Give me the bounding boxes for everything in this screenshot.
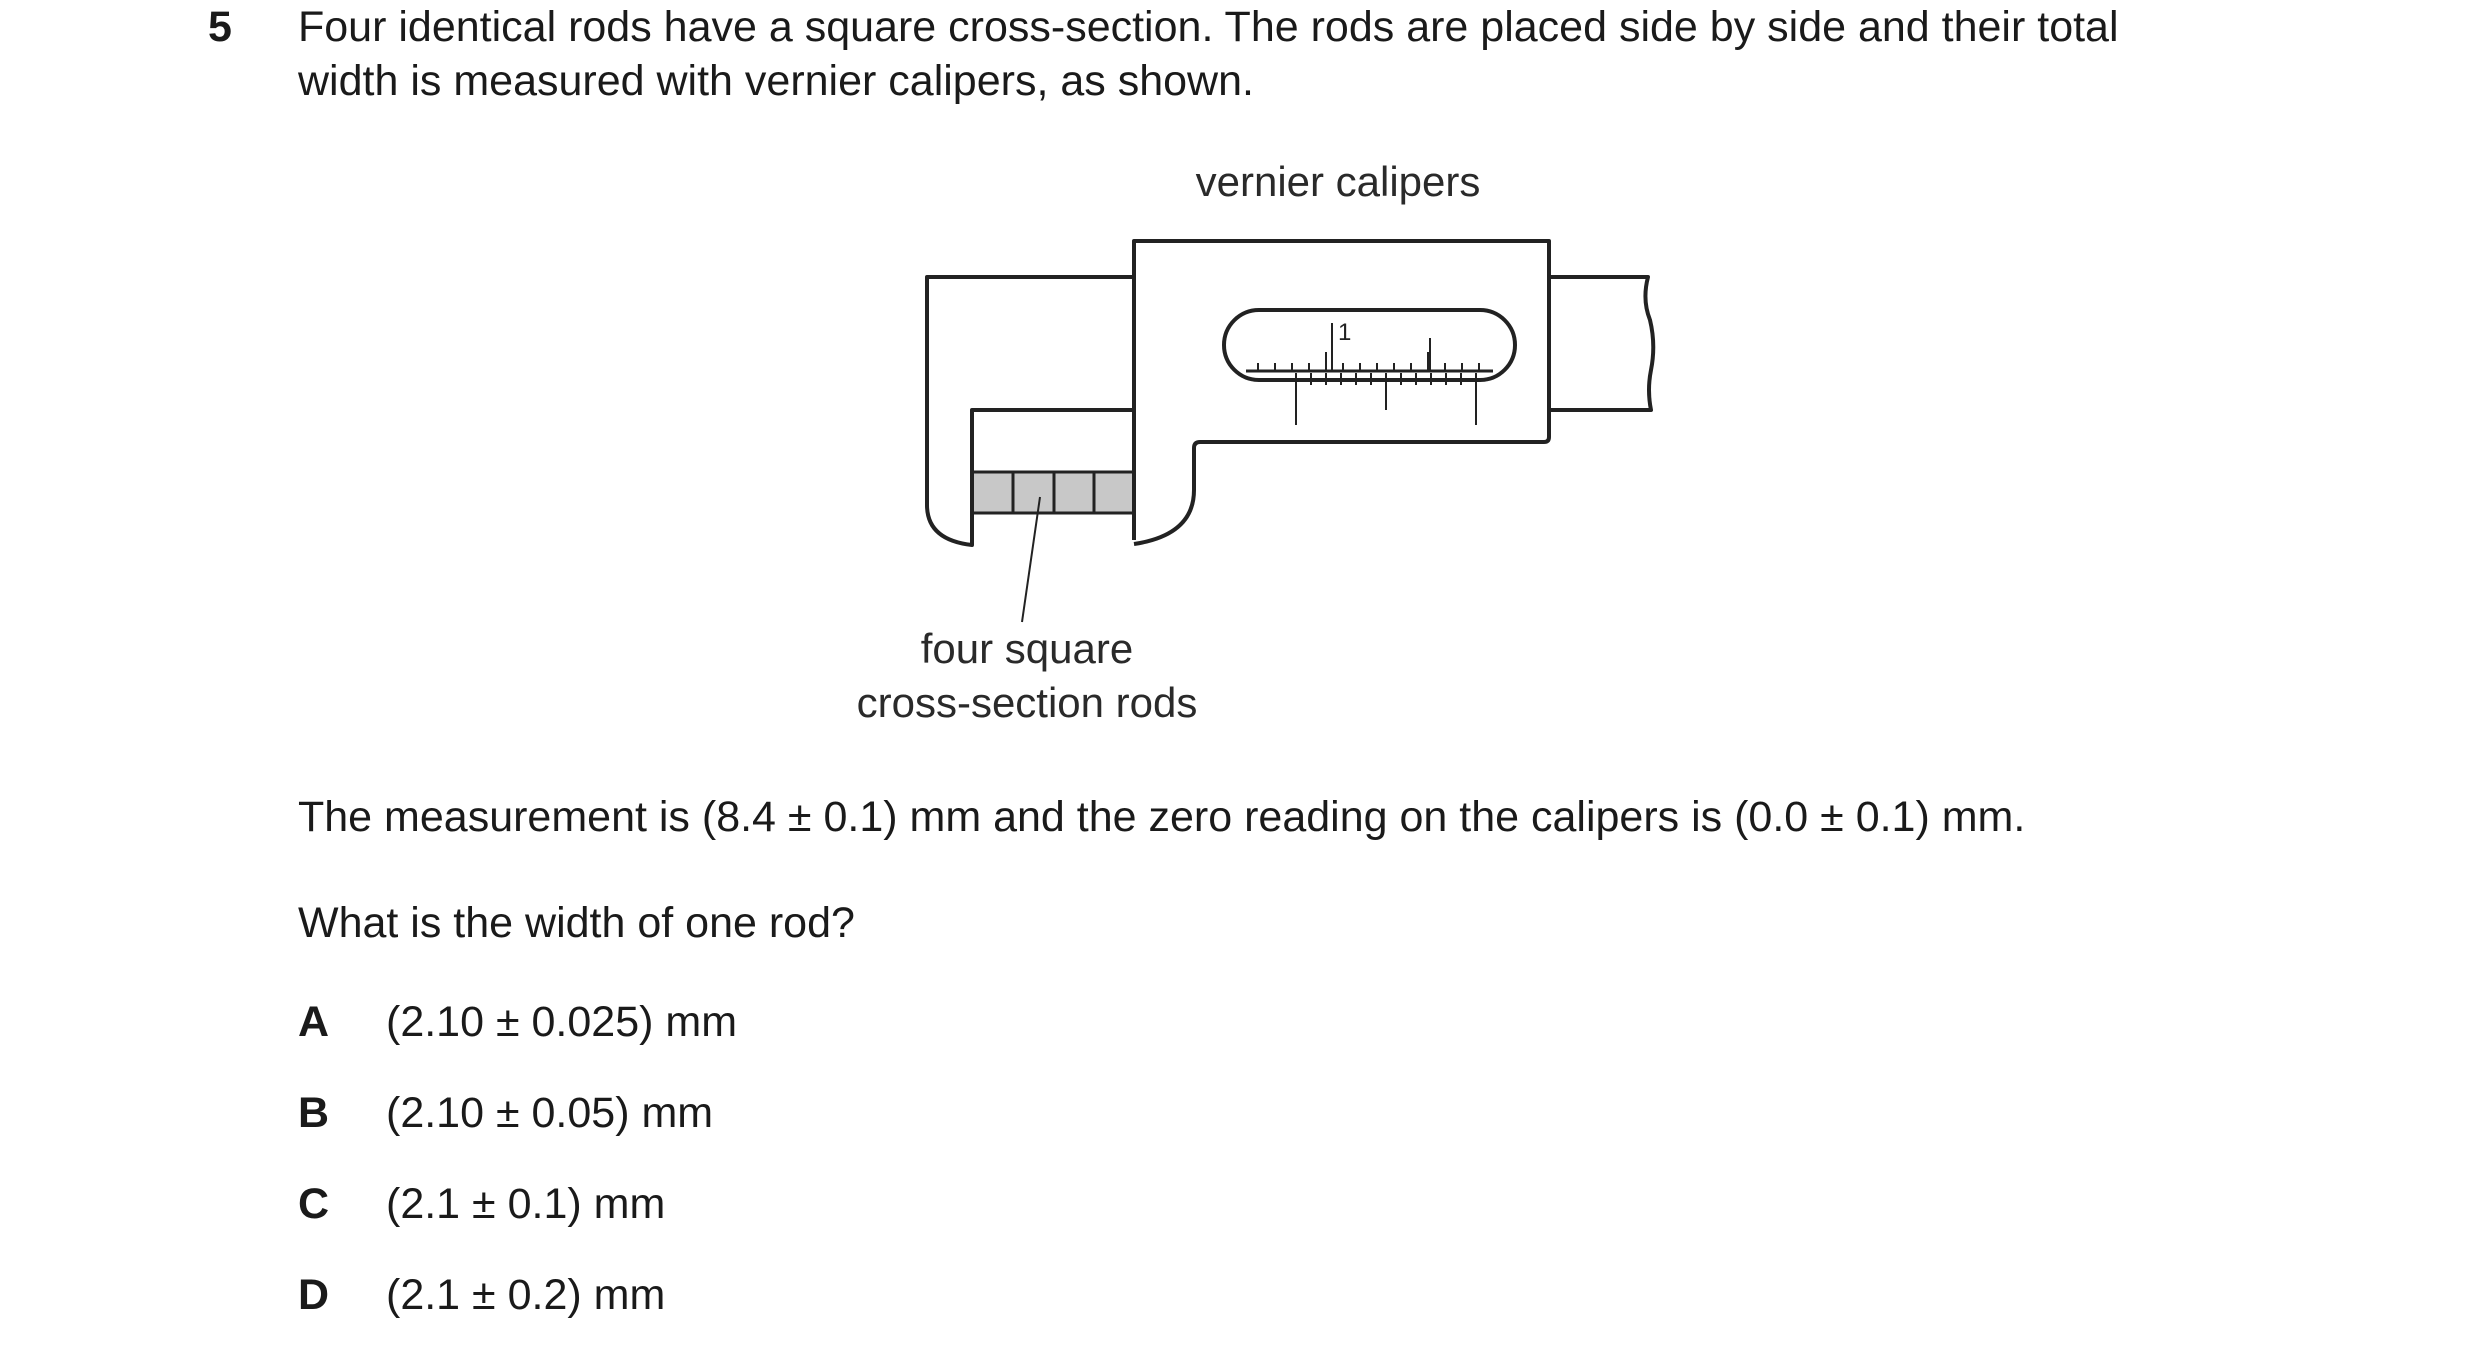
option-letter: C <box>298 1180 330 1228</box>
label-rods-line-1: four square <box>920 625 1134 672</box>
stem-line-1: Four identical rods have a square cross-section. The rods are placed side by side and their total <box>298 3 2119 51</box>
label-rods-line-2: cross-section rods <box>856 679 1198 726</box>
option-d[interactable] <box>298 1268 665 1322</box>
main-beam <box>1549 277 1653 410</box>
question-number: 5 <box>208 3 232 51</box>
rods <box>972 472 1134 513</box>
option-text: (2.1 ± 0.1) mm <box>386 1180 666 1228</box>
option-text: (2.1 ± 0.2) mm <box>386 1271 666 1319</box>
scale-mark-label: 1 <box>1338 319 1352 346</box>
main-scale <box>1246 323 1493 371</box>
option-letter: A <box>298 998 330 1046</box>
rods-leader-line <box>1022 497 1040 622</box>
stem-line-2: width is measured with vernier calipers, as shown. <box>298 57 1254 105</box>
option-text: (2.10 ± 0.05) mm <box>386 1089 714 1137</box>
option-c[interactable] <box>298 1177 665 1231</box>
question-prompt: What is the width of one rod? <box>298 899 855 947</box>
sliding-body <box>1134 241 1549 544</box>
measurement-text: The measurement is (8.4 ± 0.1) mm and the zero reading on the calipers is (0.0 ± 0.1) mm. <box>298 793 2026 841</box>
label-vernier-calipers: vernier calipers <box>1195 158 1481 205</box>
option-text: (2.10 ± 0.025) mm <box>386 998 738 1046</box>
option-a[interactable] <box>298 995 737 1049</box>
option-letter: B <box>298 1089 330 1137</box>
option-letter: D <box>298 1271 330 1319</box>
option-b[interactable] <box>298 1086 713 1140</box>
